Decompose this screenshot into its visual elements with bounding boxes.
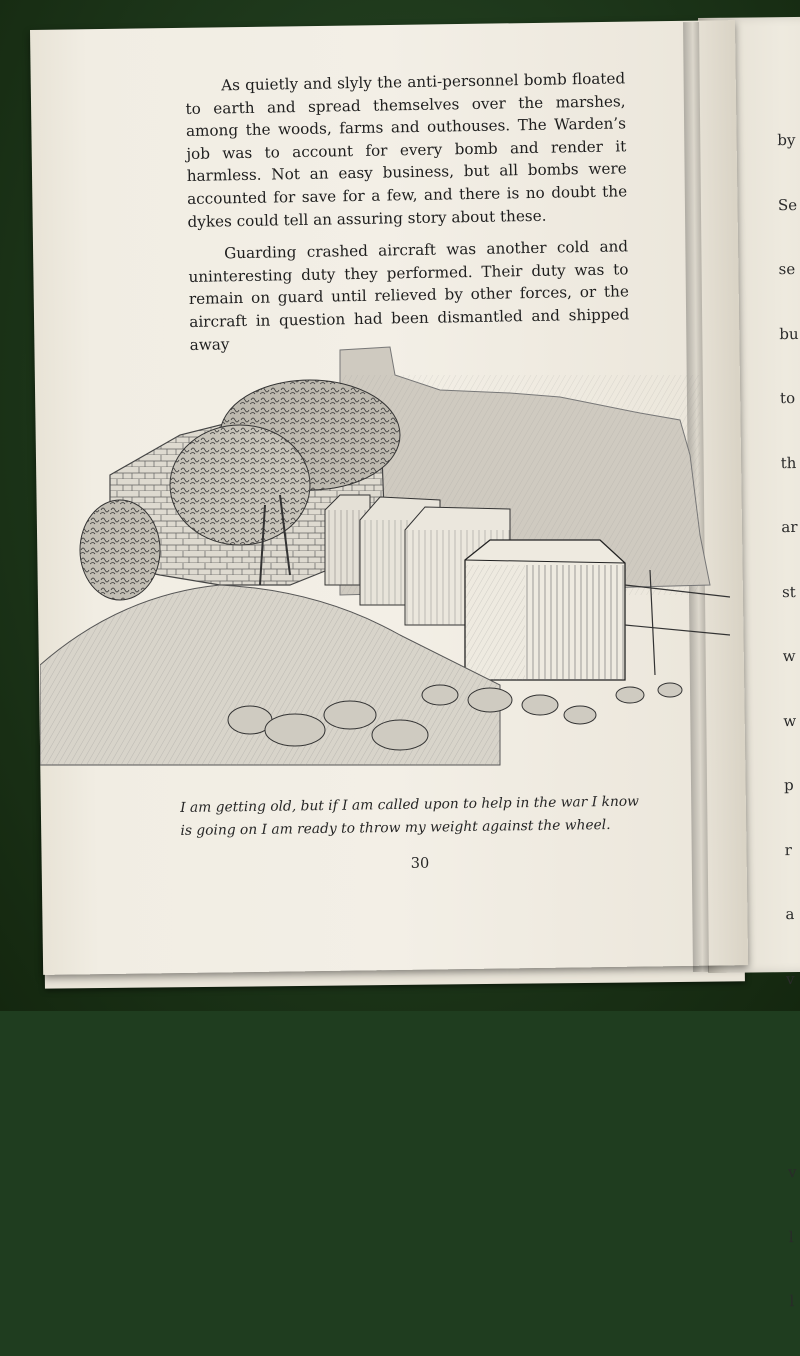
right-fragment: r xyxy=(784,840,792,859)
right-fragment: l xyxy=(789,1292,795,1311)
right-fragment: l xyxy=(788,1227,794,1246)
right-fragment: bu xyxy=(779,324,799,343)
right-fragment: w xyxy=(783,711,797,730)
paragraph: Guarding crashed aircraft was another cold and uninteresting duty they performed. Their duty was to remain on guard until relieved by other forces, or the aircraft in question had been dismantled and shipped away xyxy=(188,237,630,354)
right-fragment: a xyxy=(785,905,795,924)
paragraph: As quietly and slyly the anti-personnel bomb floated to earth and spread themselves over the marshes, among the woods, farms and outhouses. The Warden’s job was to account for every bomb and render it harmless. Not an easy business, but all bombs were accounted for save for a few, and there is no doubt the dykes could tell an assuring story about these. xyxy=(185,69,628,231)
right-fragment xyxy=(787,1097,800,1119)
ink-illustration-huts-by-castle-wall xyxy=(40,335,740,775)
body-text xyxy=(185,67,630,366)
right-fragment: th xyxy=(780,453,797,472)
right-fragment: ar xyxy=(781,517,798,537)
caption-line: is going on I am ready to throw my weight against the wheel. xyxy=(180,816,611,839)
right-fragment xyxy=(787,1033,800,1055)
right-fragment: st xyxy=(781,582,796,601)
right-fragment: w xyxy=(782,647,796,666)
right-fragment: by xyxy=(777,130,796,150)
right-page-text-fragments xyxy=(777,87,800,1356)
right-fragment: to xyxy=(779,389,796,408)
right-fragment: p xyxy=(783,776,794,795)
right-fragment: v xyxy=(785,969,795,988)
caption-line: I am getting old, but if I am called upon to help in the war I know xyxy=(180,793,640,816)
right-fragment: Se xyxy=(777,195,798,214)
caption xyxy=(180,790,651,843)
right-fragment: v xyxy=(787,1163,797,1182)
right-fragment: se xyxy=(778,259,796,279)
page-number: 30 xyxy=(410,856,430,872)
